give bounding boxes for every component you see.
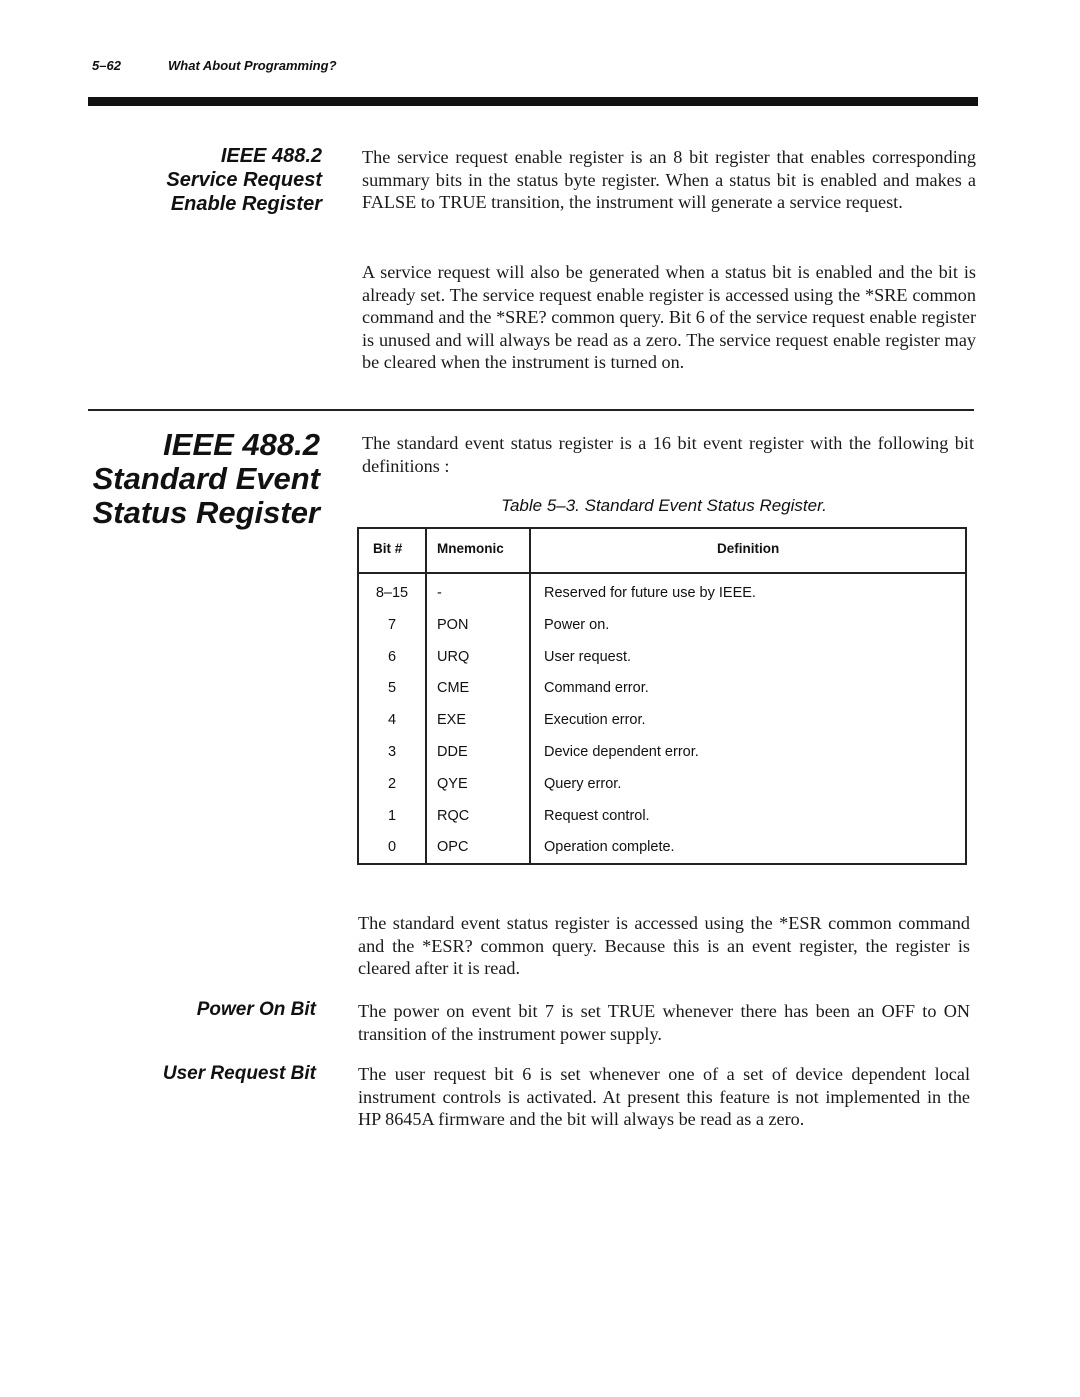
mnemonic-cell: CME bbox=[437, 680, 470, 697]
definition-cell: Reserved for future use by IEEE. bbox=[544, 585, 756, 601]
table-row bbox=[359, 614, 965, 646]
column-header-bit: Bit # bbox=[373, 541, 403, 556]
mnemonic-cell: RQC bbox=[437, 807, 470, 824]
heading-line: Service Request bbox=[166, 169, 322, 191]
bit-cell: 7 bbox=[387, 616, 397, 633]
heading-line: IEEE 488.2 bbox=[163, 427, 320, 462]
definition-cell: Command error. bbox=[544, 680, 649, 697]
subheading-power-on-bit: Power On Bit bbox=[196, 999, 316, 1020]
heading-line: Enable Register bbox=[170, 193, 322, 215]
mnemonic-cell: URQ bbox=[437, 648, 470, 665]
table-row bbox=[359, 805, 965, 837]
definition-cell: Request control. bbox=[544, 807, 650, 824]
paragraph: The power on event bit 7 is set TRUE whenever there has been an OFF to ON transition of the instrument power supply. bbox=[358, 1001, 970, 1044]
definition-cell: Device dependent error. bbox=[544, 743, 699, 760]
mnemonic-cell: OPC bbox=[437, 839, 469, 856]
definition-cell: User request. bbox=[544, 648, 632, 665]
table-row bbox=[359, 582, 965, 614]
definition-cell: Operation complete. bbox=[544, 839, 675, 856]
heading-line: Status Register bbox=[92, 495, 320, 530]
table-row bbox=[359, 836, 965, 868]
table-row bbox=[359, 709, 965, 741]
running-header bbox=[92, 58, 337, 73]
definition-cell: Execution error. bbox=[544, 712, 646, 729]
section-divider bbox=[88, 409, 974, 411]
mnemonic-cell: DDE bbox=[437, 743, 468, 760]
header-divider bbox=[359, 572, 965, 574]
bit-cell: 0 bbox=[387, 839, 397, 856]
column-header-mnemonic: Mnemonic bbox=[437, 541, 504, 556]
mnemonic-cell: - bbox=[437, 585, 442, 601]
subheading-user-request-bit: User Request Bit bbox=[162, 1063, 316, 1084]
column-header-definition: Definition bbox=[717, 541, 780, 556]
table-row bbox=[359, 741, 965, 773]
section-heading-service-request-enable bbox=[90, 144, 322, 216]
table-row bbox=[359, 677, 965, 709]
table-caption: Table 5–3. Standard Event Status Register. bbox=[501, 496, 827, 515]
bit-cell: 1 bbox=[387, 807, 397, 824]
paragraph: The service request enable register is an 8 bit register that enables corresponding summary bits in the status byte register. When a status bit is enabled and makes a FALSE to TRUE transition, the instrument will generate a service request. bbox=[362, 147, 976, 212]
heading-line: IEEE 488.2 bbox=[220, 145, 322, 167]
bit-cell: 2 bbox=[387, 775, 397, 792]
bit-cell: 5 bbox=[387, 680, 397, 697]
bit-cell: 8–15 bbox=[375, 585, 409, 601]
mnemonic-cell: PON bbox=[437, 616, 469, 633]
bit-cell: 6 bbox=[387, 648, 397, 665]
mnemonic-cell: EXE bbox=[437, 712, 467, 729]
heading-line: Standard Event bbox=[92, 461, 320, 496]
status-register-table bbox=[357, 527, 967, 865]
table-row bbox=[359, 646, 965, 678]
page-number: 5–62 bbox=[92, 58, 121, 73]
bit-cell: 4 bbox=[387, 712, 397, 729]
table-body bbox=[359, 582, 965, 868]
header-rule bbox=[88, 97, 978, 106]
definition-cell: Query error. bbox=[544, 775, 622, 792]
chapter-title: What About Programming? bbox=[168, 58, 337, 73]
paragraph: A service request will also be generated when a status bit is enabled and the bit is already set. The service request enable register is accessed using the *SRE common command and the *SRE? common query. Bit 6 of the service request enable register is unused and will always be read as a zero. The service request enable register may be cleared when the instrument is turned on. bbox=[362, 262, 976, 372]
mnemonic-cell: QYE bbox=[437, 775, 468, 792]
bit-cell: 3 bbox=[387, 743, 397, 760]
paragraph: The user request bit 6 is set whenever one of a set of device dependent local instrument controls is activated. At present this feature is not implemented in the HP 8645A firmware and the bit will always be read as a zero. bbox=[358, 1064, 970, 1129]
paragraph: The standard event status register is a 16 bit event register with the following bit definitions : bbox=[362, 433, 974, 476]
section-heading-standard-event-status bbox=[90, 428, 320, 530]
table-row bbox=[359, 773, 965, 805]
paragraph: The standard event status register is accessed using the *ESR common command and the *ESR? common query. Because this is an event register, the register is cleared after it is read. bbox=[358, 913, 970, 978]
definition-cell: Power on. bbox=[544, 616, 610, 633]
